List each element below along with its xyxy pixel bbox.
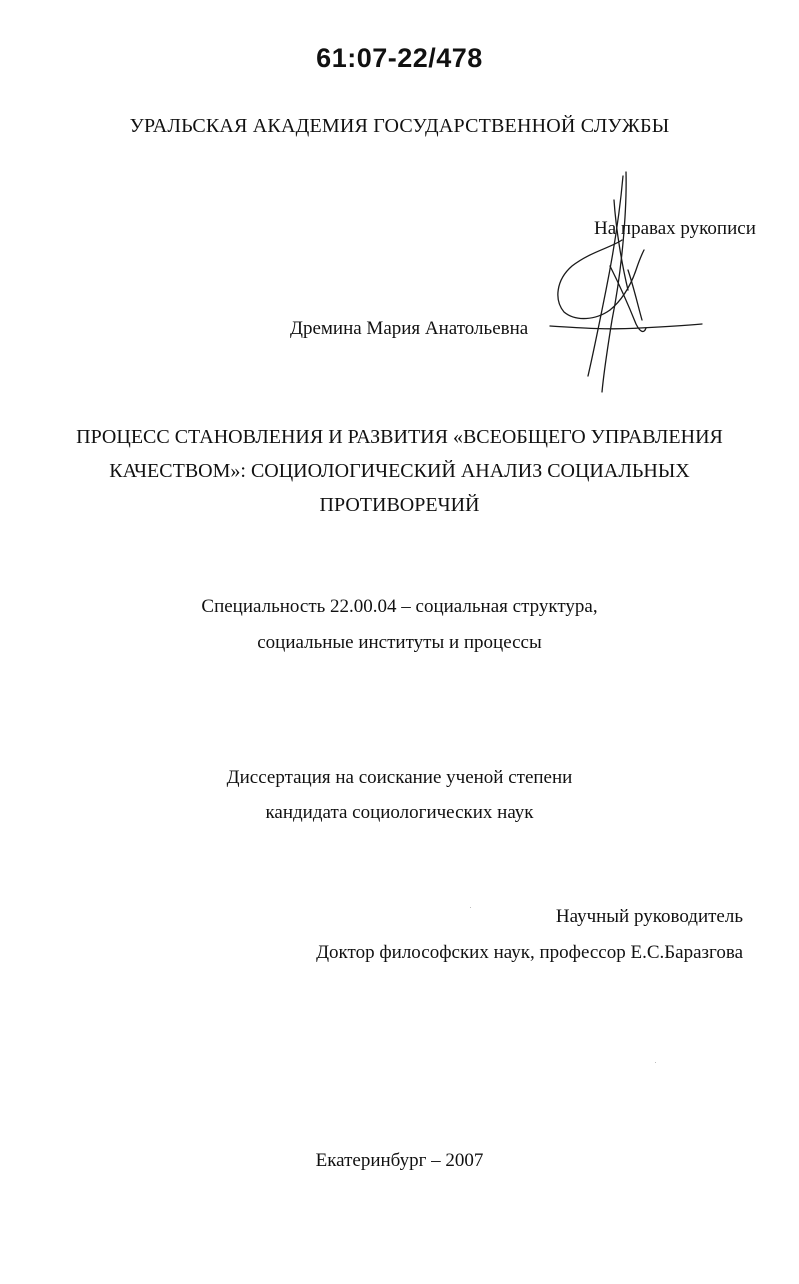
handwritten-signature: [550, 170, 720, 400]
scan-speck: [655, 1062, 656, 1063]
dissertation-title: [60, 420, 739, 522]
scan-speck: [470, 907, 471, 908]
supervisor-label: Научный руководитель: [555, 906, 743, 927]
degree-line: Диссертация на соискание ученой степени: [226, 767, 573, 788]
supervisor-name: Доктор философских наук, профессор Е.С.Баразгова: [316, 942, 743, 963]
author-name: Дремина Мария Анатольевна: [290, 318, 529, 339]
title-line: КАЧЕСТВОМ»: СОЦИОЛОГИЧЕСКИЙ АНАЛИЗ СОЦИАЛЬНЫХ: [109, 460, 690, 482]
organization-name: УРАЛЬСКАЯ АКАДЕМИЯ ГОСУДАРСТВЕННОЙ СЛУЖБЫ: [129, 115, 670, 137]
catalog-number: 61:07-22/478: [316, 43, 483, 73]
specialty-line: Специальность 22.00.04 – социальная структура,: [201, 596, 598, 617]
degree-line: кандидата социологических наук: [265, 802, 534, 823]
city-year: Екатеринбург – 2007: [315, 1150, 484, 1171]
title-line: ПРОТИВОРЕЧИЙ: [319, 494, 480, 516]
manuscript-note: На правах рукописи: [594, 218, 756, 239]
specialty-line: социальные институты и процессы: [257, 632, 542, 653]
title-line: ПРОЦЕСС СТАНОВЛЕНИЯ И РАЗВИТИЯ «ВСЕОБЩЕГО УПРАВЛЕНИЯ: [76, 426, 723, 448]
